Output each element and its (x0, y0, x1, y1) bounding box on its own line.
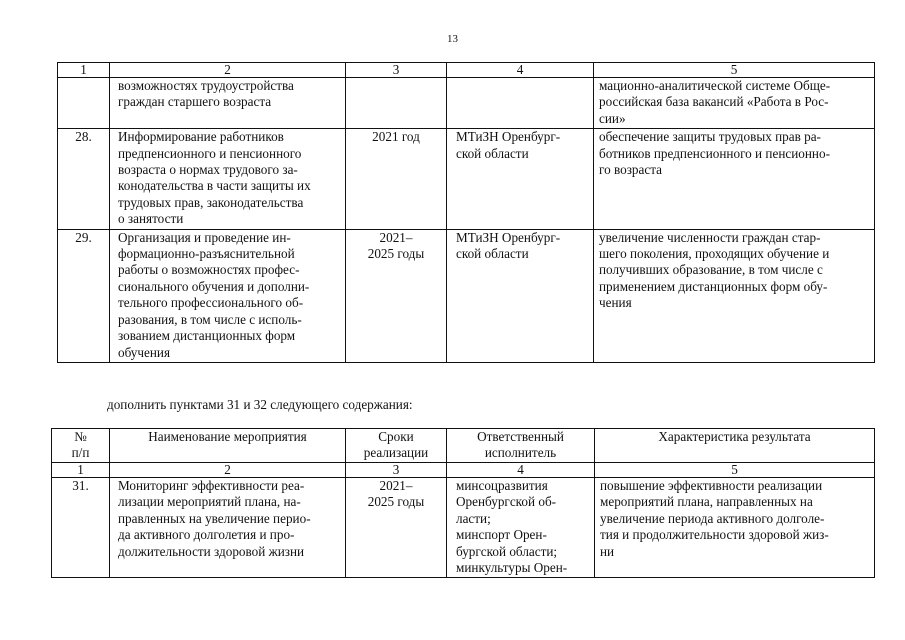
result: повышение эффективности реализации мероприятий плана, направленных на увеличение периода активного долголе- тия и продолжительности здоровой жиз- ни (600, 478, 829, 559)
column-number: 1 (52, 463, 110, 478)
column-number: 5 (595, 463, 875, 478)
plan-table-additions (51, 428, 875, 578)
row-index: 31. (52, 478, 110, 578)
column-number: 4 (447, 63, 594, 78)
executor: минсоцразвития Оренбургской об- ласти; минспорт Орен- бургской области; минкультуры Орен- (456, 478, 568, 576)
column-number: 5 (594, 63, 875, 78)
term: 2021– 2025 годы (367, 478, 425, 510)
column-number-row (52, 463, 875, 478)
term: 2021– 2025 годы (367, 229, 425, 262)
measure-name: Информирование работников предпенсионного и пенсионного возраста о нормах трудового за- конодательства в части защиты их трудовых прав, законодательства о занятости (118, 129, 311, 227)
table-row (58, 229, 875, 362)
table-row (58, 78, 875, 129)
measure-name: Мониторинг эффективности реа- лизации мероприятий плана, на- правленных на увеличение перио- да активного долголетия и про- должительности здоровой жизни (118, 478, 311, 559)
header-row (52, 429, 875, 463)
table-row (58, 129, 875, 229)
measure-name: Организация и проведение ин- формационно-разъяснительной работы о возможностях профес- сионального обучения и дополни- тельного профессионального об- разования, в том числе с исполь- зованием дистанционных форм обучения (118, 229, 310, 360)
measure-name: возможностях трудоустройства граждан старшего возраста (118, 78, 294, 110)
row-index (58, 78, 110, 129)
page-number: 13 (447, 33, 458, 45)
executor: МТиЗН Оренбург- ской области (456, 129, 561, 161)
executor: МТиЗН Оренбург- ской области (456, 229, 561, 262)
row-index: 28. (58, 129, 110, 229)
column-number: 2 (110, 63, 346, 78)
column-number: 4 (447, 463, 595, 478)
column-number: 1 (58, 63, 110, 78)
column-number-row (58, 63, 875, 78)
term: 2021 год (372, 129, 420, 145)
row-index: 29. (58, 229, 110, 362)
column-number: 3 (346, 463, 447, 478)
column-number: 2 (110, 463, 346, 478)
amendment-intro-text: дополнить пунктами 31 и 32 следующего содержания: (107, 397, 413, 412)
header-executor: Ответственный исполнитель (477, 429, 564, 460)
header-result: Характеристика результата (658, 429, 811, 444)
header-term: Сроки реализации (363, 429, 429, 460)
table-row (52, 478, 875, 578)
header-name: Наименование мероприятия (148, 429, 307, 444)
result: увеличение численности граждан стар- шего поколения, проходящих обучение и получивших образование, в том числе с применением дистанционных форм обу- чения (599, 229, 830, 311)
column-number: 3 (346, 63, 447, 78)
result: мационно-аналитической системе Обще- российская база вакансий «Работа в Рос- сии» (599, 78, 831, 126)
plan-table-continued (57, 62, 875, 363)
header-num: № п/п (71, 429, 90, 460)
result: обеспечение защиты трудовых прав ра- ботников предпенсионного и пенсионно- го возраста (599, 129, 830, 178)
